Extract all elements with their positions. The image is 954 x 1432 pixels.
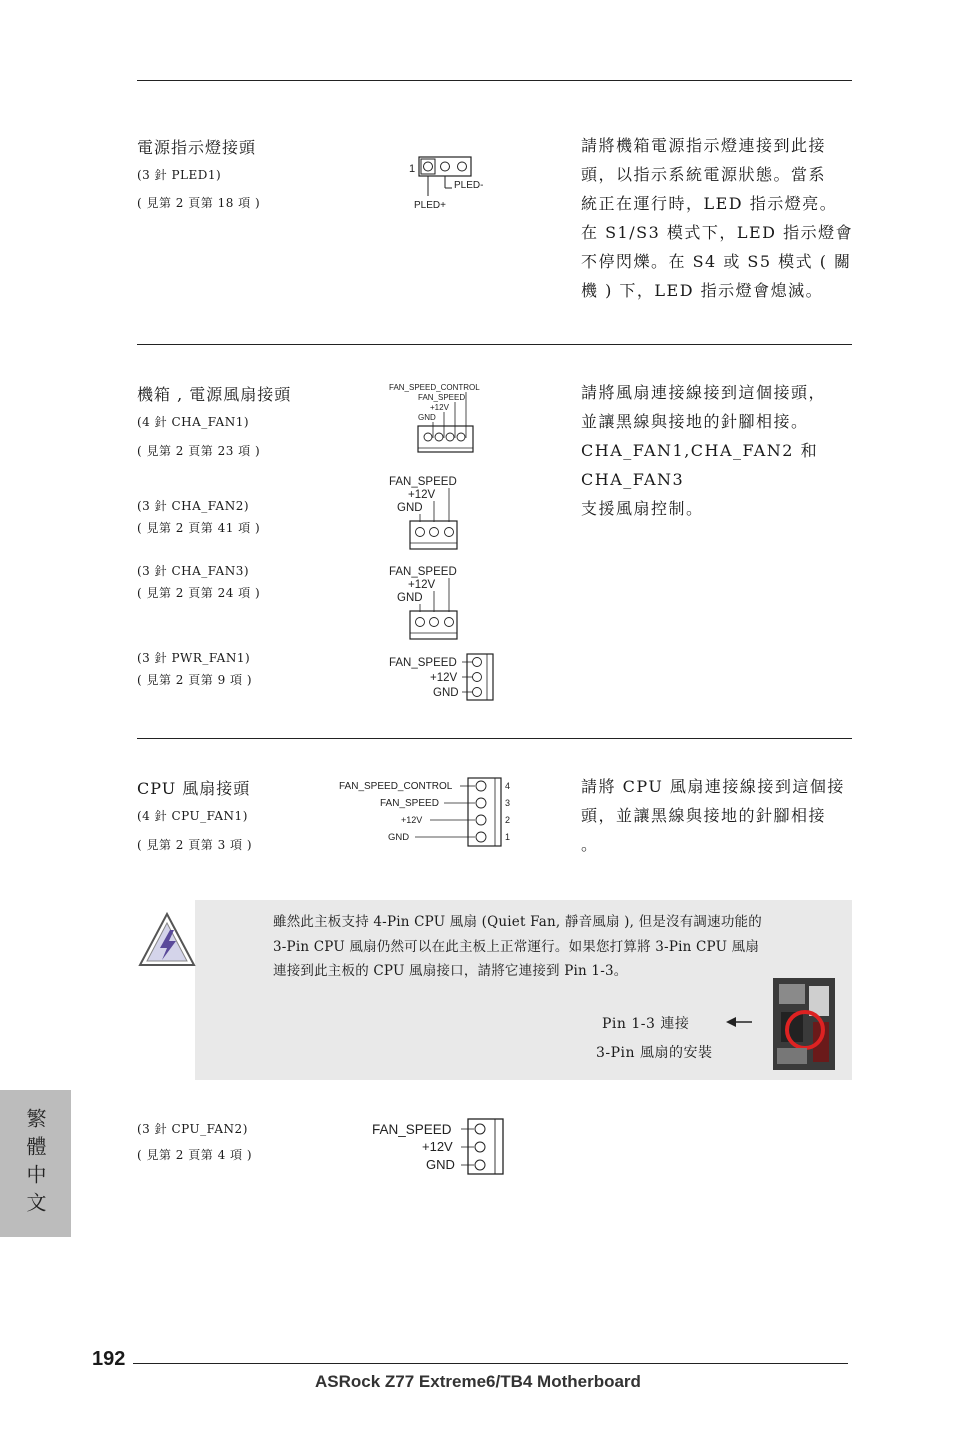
pwr-fan1-diagram — [385, 650, 500, 702]
section-rule — [137, 344, 852, 345]
cpu-fan1-ref: ( 見第 2 頁第 3 項 ) — [137, 838, 253, 852]
cha-fan3-ref: ( 見第 2 頁第 24 項 ) — [137, 586, 261, 600]
pled-minus-label: PLED- — [454, 180, 484, 191]
note-line: 3-Pin CPU 風扇仍然可以在此主板上正常運行。如果您打算將 3-Pin CPU 風扇 — [273, 938, 760, 955]
note-caption-2: 3-Pin 風扇的安裝 — [596, 1045, 713, 1061]
top-rule — [137, 80, 852, 81]
fan-speed-control-label: FAN_SPEED_CONTROL — [389, 383, 480, 392]
pled-title: 電源指示燈接頭 — [137, 138, 257, 157]
pled-plus-label: PLED+ — [414, 200, 446, 211]
cha-fan2-pins: (3 針 CHA_FAN2) — [137, 499, 250, 513]
v12-label: +12V — [422, 1139, 453, 1154]
pled-pins: (3 針 PLED1) — [137, 168, 222, 182]
cha-fan1-ref: ( 見第 2 頁第 23 項 ) — [137, 444, 261, 458]
desc-line: 請將機箱電源指示燈連接到此接 — [581, 136, 827, 155]
note-line: 雖然此主板支持 4-Pin CPU 風扇 (Quiet Fan, 靜音風扇 ), 但是沒有調速功能的 — [273, 914, 762, 930]
fan-speed-control-label: FAN_SPEED_CONTROL — [339, 781, 453, 792]
desc-line: 不停閃爍。在 S4 或 S5 模式 ( 關 — [581, 252, 852, 271]
cha-fan3-diagram — [385, 562, 475, 642]
pwr-fan1-ref: ( 見第 2 頁第 9 項 ) — [137, 673, 253, 687]
cpu-fan-title: CPU 風扇接頭 — [137, 779, 251, 798]
cpu-fan-description — [581, 772, 861, 859]
desc-line: 頭，並讓黑線與接地的針腳相接 — [581, 806, 827, 825]
v12-label: +12V — [401, 815, 423, 825]
fan-speed-label: FAN_SPEED — [372, 1122, 452, 1137]
pin1-label: 1 — [409, 163, 416, 175]
v12-label: +12V — [408, 489, 436, 501]
warning-icon — [136, 910, 198, 970]
gnd-label: GND — [418, 413, 436, 422]
pled-description — [581, 131, 861, 305]
cpu-fan2-diagram — [368, 1116, 508, 1176]
cha-fan2-diagram — [385, 472, 475, 552]
pled-header-diagram — [405, 152, 495, 212]
desc-line: 統正在運行時，LED 指示燈亮。 — [581, 194, 838, 213]
gnd-label: GND — [426, 1157, 455, 1172]
desc-line: 頭，以指示系統電源狀態。當系 — [581, 165, 827, 184]
gnd-label: GND — [433, 687, 459, 699]
desc-line: CHA_FAN1,CHA_FAN2 和 CHA_FAN3 — [581, 441, 819, 489]
note-caption-1: Pin 1-3 連接 — [602, 1016, 690, 1032]
footer-title: ASRock Z77 Extreme6/TB4 Motherboard — [315, 1372, 641, 1391]
fan-speed-label: FAN_SPEED — [389, 476, 457, 488]
section-rule — [137, 738, 852, 739]
fan-speed-label: FAN_SPEED — [389, 566, 457, 578]
cpu-fan1-pins: (4 針 CPU_FAN1) — [137, 809, 248, 823]
pwr-fan1-pins: (3 針 PWR_FAN1) — [137, 651, 251, 665]
note-text — [273, 910, 858, 984]
gnd-label: GND — [388, 832, 410, 843]
cha-fan1-diagram — [385, 380, 495, 460]
arrow-left-icon — [724, 1014, 754, 1030]
desc-line: 。 — [581, 835, 599, 854]
cha-fan3-pins: (3 針 CHA_FAN3) — [137, 564, 250, 578]
cha-fan1-pins: (4 針 CHA_FAN1) — [137, 415, 250, 429]
desc-line: 請將 CPU 風扇連接線接到這個接 — [581, 777, 845, 796]
gnd-label: GND — [397, 502, 423, 514]
gnd-label: GND — [397, 592, 423, 604]
pin-number: 3 — [505, 798, 511, 808]
cpu-fan1-diagram — [335, 776, 520, 850]
note-line: 連接到此主板的 CPU 風扇接口，請將它連接到 Pin 1-3。 — [273, 963, 628, 979]
language-side-tab — [0, 1090, 71, 1237]
cpu-fan2-pins: (3 針 CPU_FAN2) — [137, 1122, 248, 1136]
v12-label: +12V — [408, 579, 436, 591]
fan-speed-label: FAN_SPEED — [418, 393, 466, 402]
chassis-fan-description — [581, 378, 861, 523]
pin-number: 2 — [505, 815, 511, 825]
desc-line: 並讓黑線與接地的針腳相接。 — [581, 412, 809, 431]
cha-fan2-ref: ( 見第 2 頁第 41 項 ) — [137, 521, 261, 535]
desc-line: 請將風扇連接線接到這個接頭， — [581, 383, 827, 402]
pin-number: 4 — [505, 781, 511, 791]
pin-number: 1 — [505, 832, 511, 842]
fan-speed-label: FAN_SPEED — [389, 657, 457, 669]
chassis-fan-title: 機箱 , 電源風扇接頭 — [137, 385, 292, 404]
footer-rule — [133, 1363, 848, 1364]
pled-ref: ( 見第 2 頁第 18 項 ) — [137, 196, 261, 210]
side-tab-label: 繁體中文 — [23, 1107, 47, 1220]
desc-line: 在 S1/S3 模式下，LED 指示燈會 — [581, 223, 854, 242]
v12-label: +12V — [430, 672, 458, 684]
v12-label: +12V — [430, 403, 449, 412]
desc-line: 支援風扇控制。 — [581, 499, 704, 518]
desc-line: 機 ) 下，LED 指示燈會熄滅。 — [581, 281, 824, 300]
cpu-fan2-ref: ( 見第 2 頁第 4 項 ) — [137, 1148, 253, 1162]
page-number: 192 — [92, 1348, 126, 1370]
fan-speed-label: FAN_SPEED — [380, 798, 439, 809]
fan-installation-photo — [773, 978, 835, 1070]
